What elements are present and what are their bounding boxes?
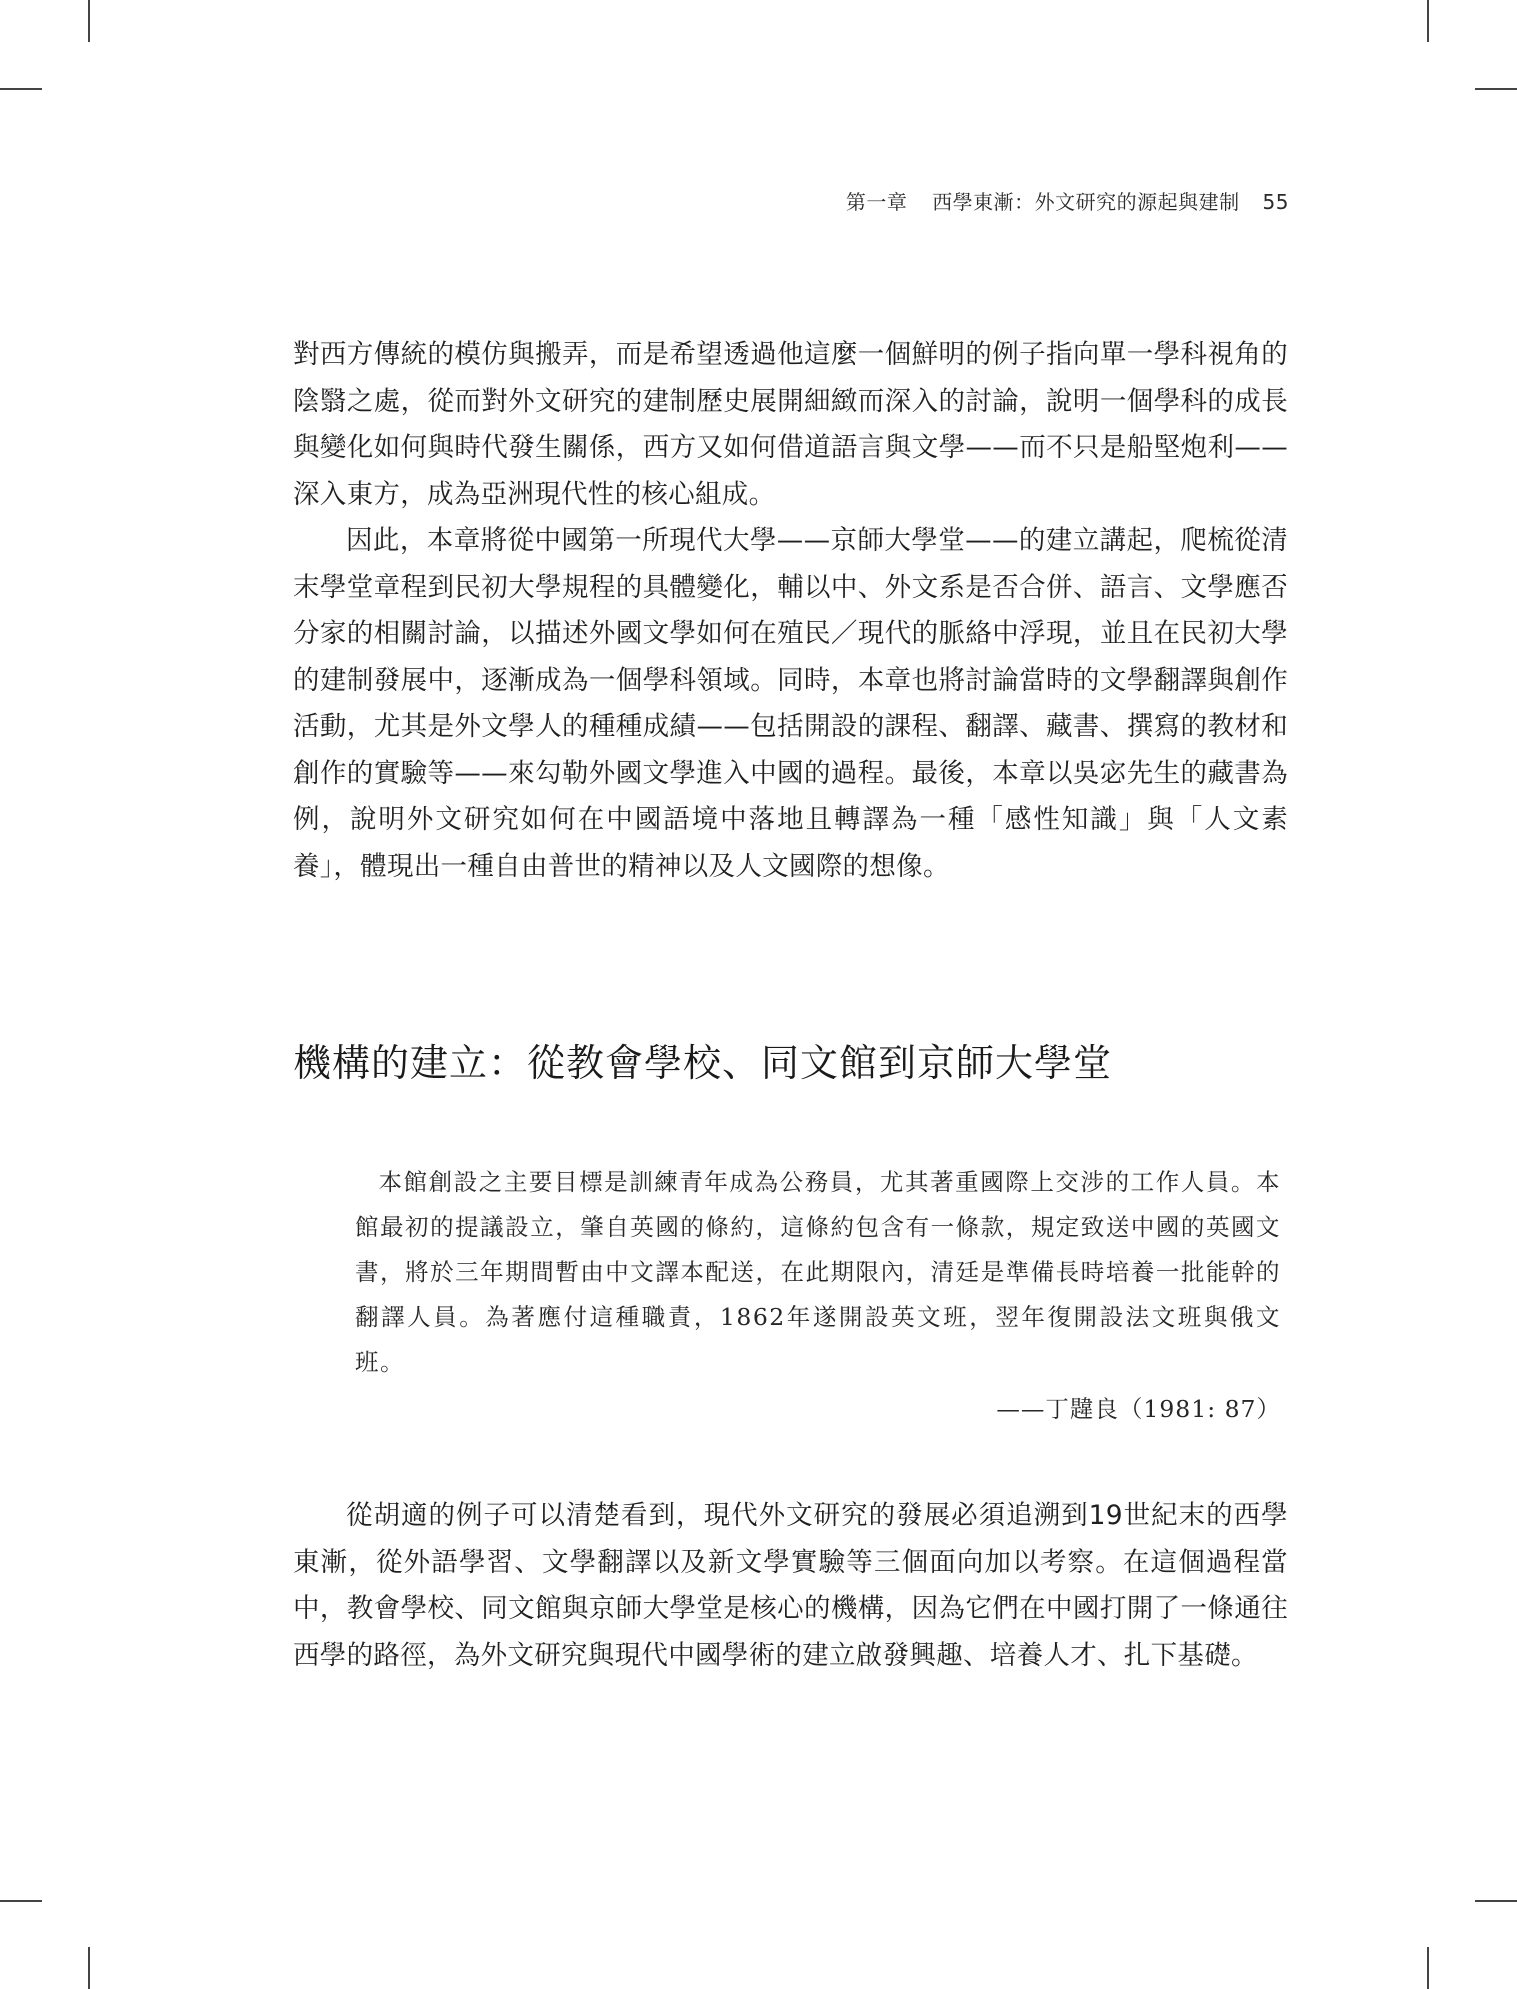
crop-mark [0, 88, 42, 90]
paragraph: 從胡適的例子可以清楚看到，現代外文研究的發展必須追溯到19世紀末的西學東漸，從外語學習、文學翻譯以及新文學實驗等三個面向加以考察。在這個過程當中，教會學校、同文館與京師大學堂是核心的機構，因為它們在中國打開了一條通往西學的路徑，為外文研究與現代中國學術的建立啟發興趣、培養人才、扎下基礎。 [293, 1500, 1288, 1671]
chapter-label: 第一章 [845, 190, 908, 214]
crop-mark [0, 1900, 42, 1902]
crop-mark [1427, 1947, 1429, 1989]
crop-mark [88, 0, 90, 42]
chapter-title: 西學東漸：外文研究的源起與建制 [932, 190, 1240, 214]
paragraph: 因此，本章將從中國第一所現代大學——京師大學堂——的建立講起，爬梳從清末學堂章程到民初大學規程的具體變化，輔以中、外文系是否合併、語言、文學應否分家的相關討論，以描述外國文學如何在殖民／現代的脈絡中浮現，並且在民初大學的建制發展中，逐漸成為一個學科領域。同時，本章也將討論當時的文學翻譯與創作活動，尤其是外文學人的種種成績——包括開設的課程、翻譯、藏書、撰寫的教材和創作的實驗等——來勾勒外國文學進入中國的過程。最後，本章以吳宓先生的藏書為例，說明外文研究如何在中國語境中落地且轉譯為一種「感性知識」與「人文素養」，體現出一種自由普世的精神以及人文國際的想像。 [293, 525, 1288, 882]
intro-text [293, 332, 1288, 890]
paragraph: 對西方傳統的模仿與搬弄，而是希望透過他這麼一個鮮明的例子指向單一學科視角的陰翳之處，從而對外文研究的建制歷史展開細緻而深入的討論，說明一個學科的成長與變化如何與時代發生關係，西方又如何借道語言與文學——而不只是船堅炮利——深入東方，成為亞洲現代性的核心組成。 [293, 339, 1288, 510]
page-number: 55 [1262, 190, 1289, 214]
closing-text [293, 1493, 1288, 1679]
section-heading: 機構的建立：從教會學校、同文館到京師大學堂 [293, 1041, 1113, 1085]
quote-attribution: ——丁韙良（1981: 87） [996, 1395, 1281, 1423]
crop-mark [88, 1947, 90, 1989]
crop-mark [1427, 0, 1429, 42]
running-head [846, 186, 1289, 215]
crop-mark [1475, 1900, 1517, 1902]
crop-mark [1475, 88, 1517, 90]
block-quote [355, 1160, 1281, 1432]
quote-text: 本館創設之主要目標是訓練青年成為公務員，尤其著重國際上交涉的工作人員。本館最初的提議設立，肇自英國的條約，這條約包含有一條款，規定致送中國的英國文書，將於三年期間暫由中文譯本配送，在此期限內，清廷是準備長時培養一批能幹的翻譯人員。為著應付這種職責，1862年遂開設英文班，翌年復開設法文班與俄文班。 [355, 1168, 1281, 1376]
